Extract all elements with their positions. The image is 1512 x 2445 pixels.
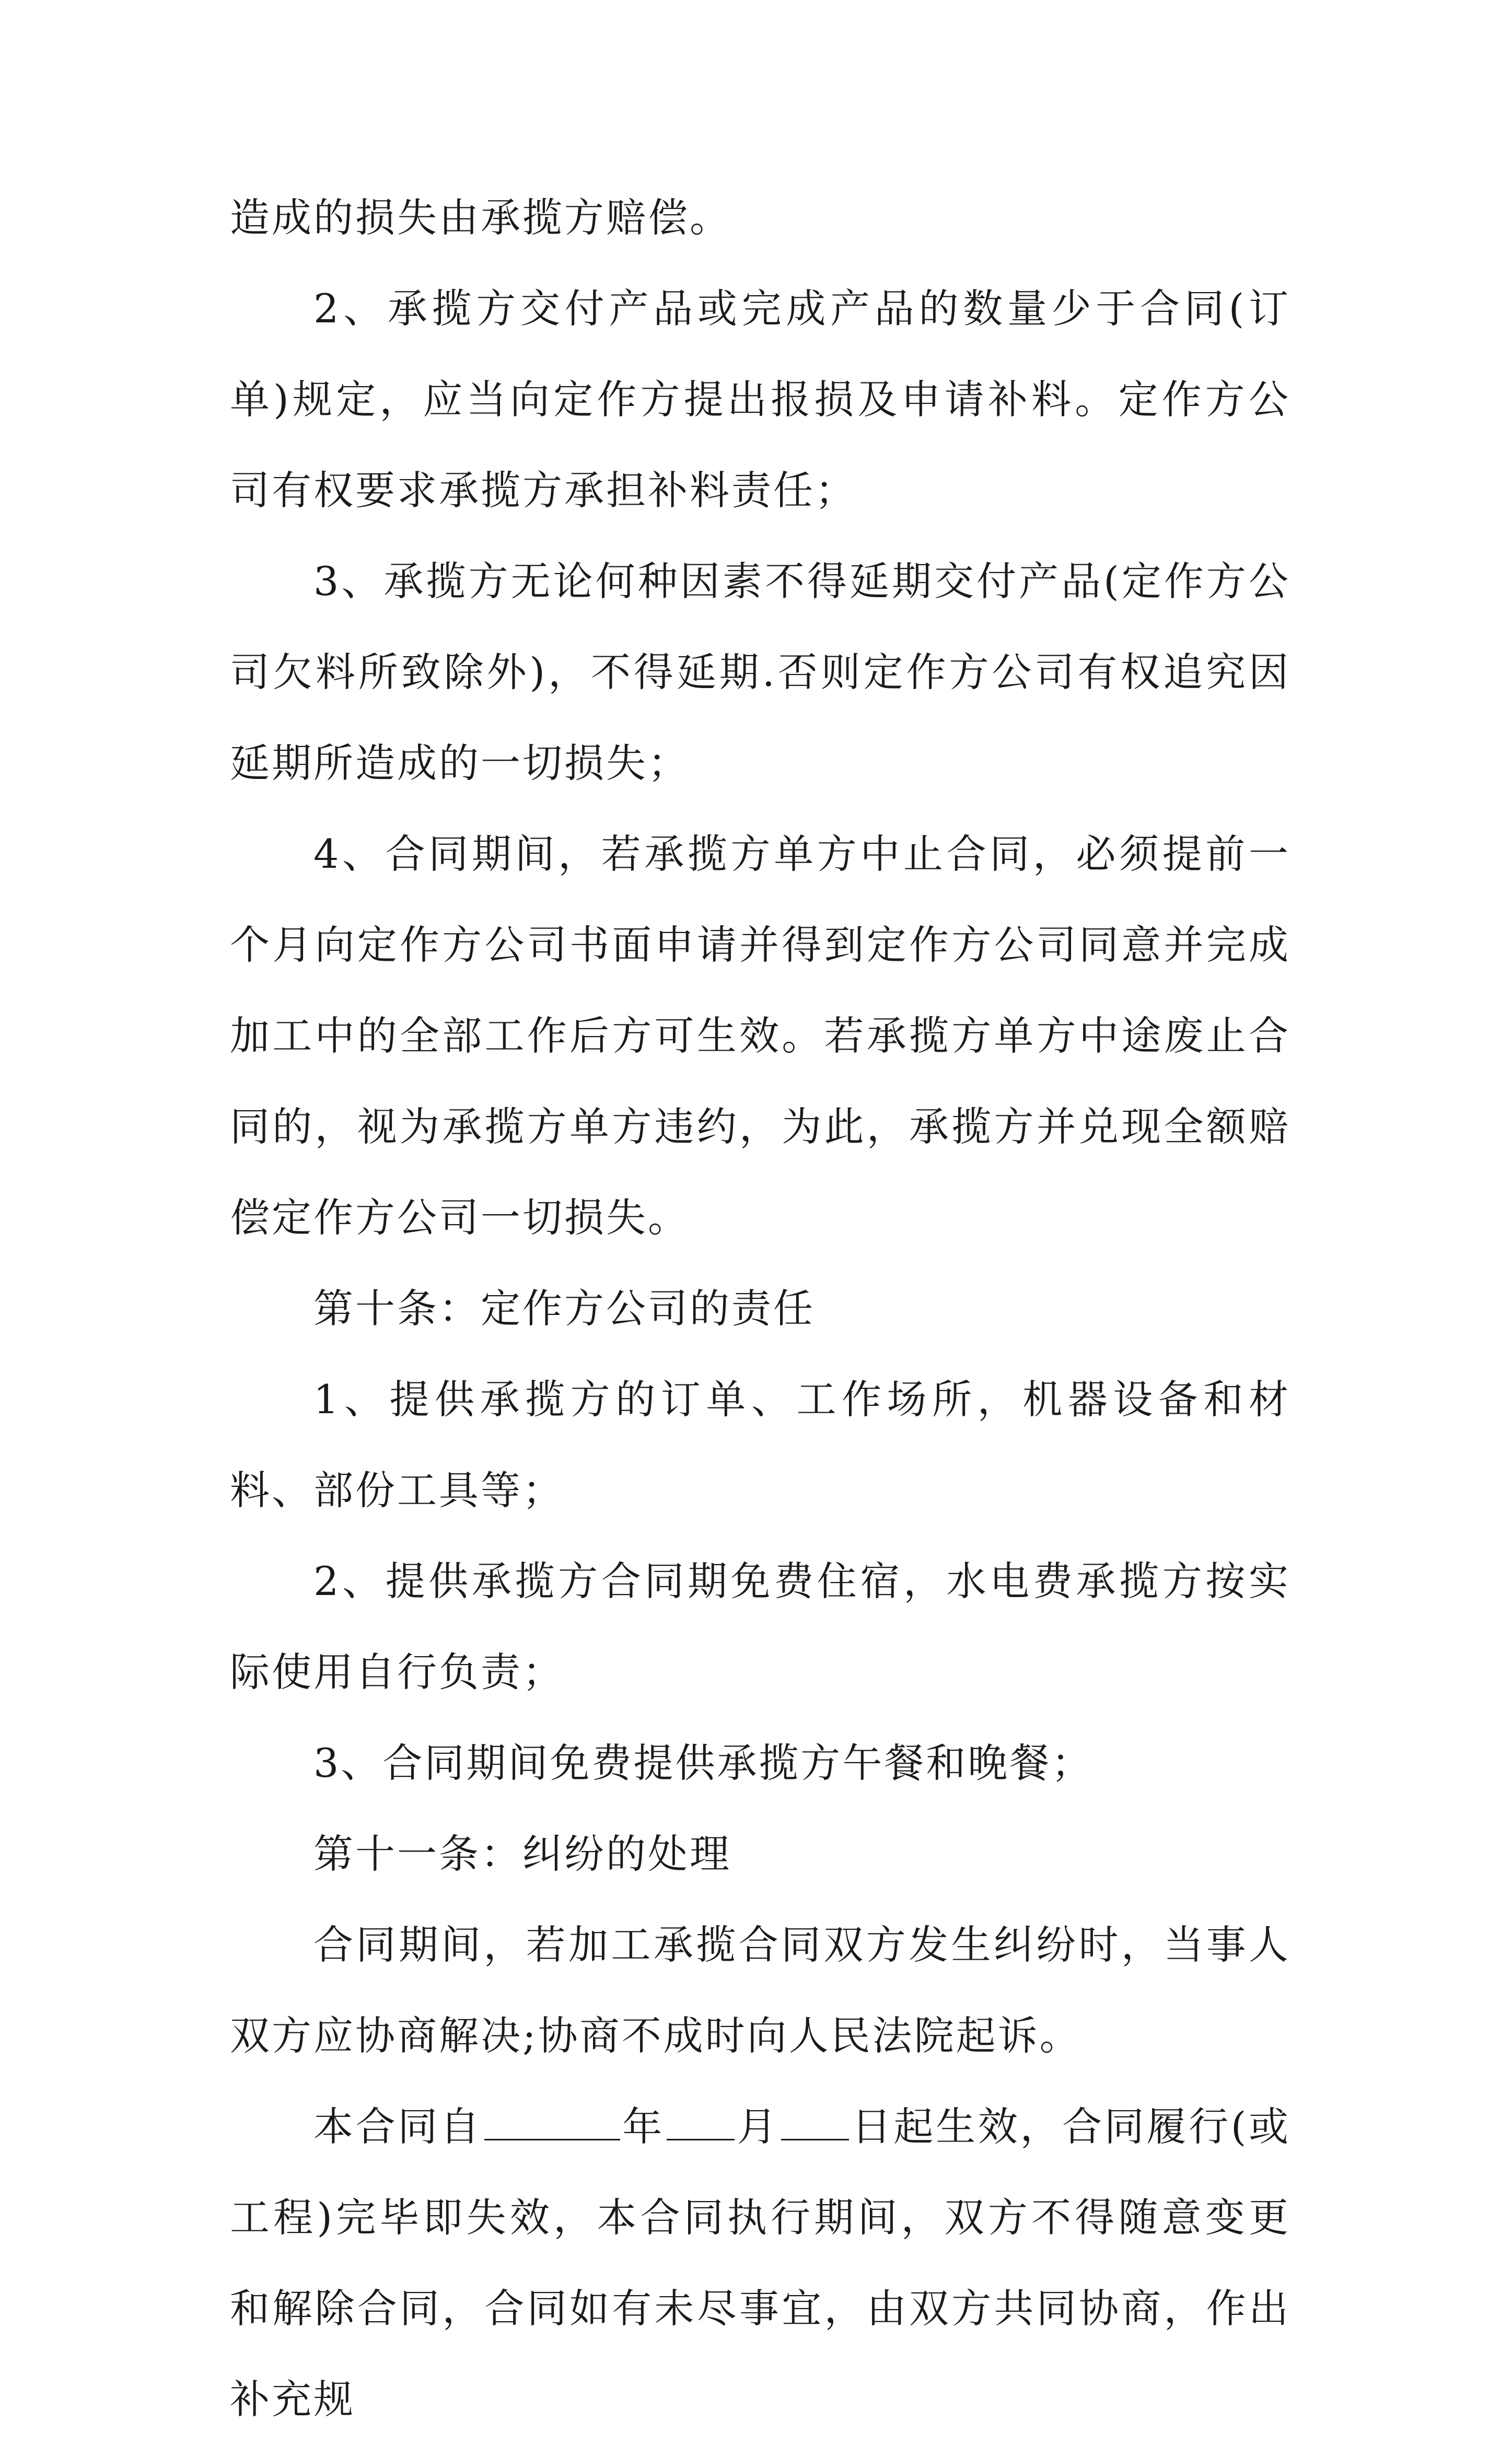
year-blank [484,2102,620,2140]
paragraph-article-10-item-2: 2、提供承揽方合同期免费住宿，水电费承揽方按实际使用自行负责； [230,1558,1290,1695]
paragraph-clause-4-termination: 4、合同期间，若承揽方单方中止合同，必须提前一个月向定作方公司书面申请并得到定作方公司同意并完成加工中的全部工作后方可生效。若承揽方单方中途废止合同的，视为承揽方单方违约，为此，承揽方并兑现全额赔偿定作方公司一切损失。 [230,831,1290,1241]
day-blank [781,2102,849,2140]
effective-clause-suffix: 日起生效，合同履行(或工程)完毕即失效，本合同执行期间，双方不得随意变更和解除合同，合同如有未尽事宜，由双方共同协商，作出补充规 [230,2103,1291,2423]
paragraph-loss-compensation: 造成的损失由承揽方赔偿。 [230,194,731,241]
paragraph-clause-3-no-delay: 3、承揽方无论何种因素不得延期交付产品(定作方公司欠料所致除外)，不得延期.否则定作方公司有权追究因延期所造成的一切损失； [230,558,1290,786]
effective-clause-prefix: 本合同自 [313,2103,482,2150]
article-10-heading: 第十条：定作方公司的责任 [313,1285,815,1332]
article-11-heading: 第十一条：纠纷的处理 [313,1831,731,1877]
month-label: 月 [736,2103,780,2150]
paragraph-effective-clause [230,2081,1290,2445]
year-label: 年 [622,2103,665,2150]
paragraph-article-10-item-3: 3、合同期间免费提供承揽方午餐和晚餐； [313,1740,1094,1786]
paragraph-clause-2-quantity-shortfall: 2、承揽方交付产品或完成产品的数量少于合同(订单)规定，应当向定作方提出报损及申请补料。定作方公司有权要求承揽方承担补料责任； [230,285,1290,514]
month-blank [667,2102,735,2140]
paragraph-dispute-resolution: 合同期间，若加工承揽合同双方发生纠纷时，当事人双方应协商解决;协商不成时向人民法院起诉。 [230,1922,1290,2059]
paragraph-article-10-item-1: 1、提供承揽方的订单、工作场所，机器设备和材料、部份工具等； [230,1376,1290,1513]
document-body [230,172,1290,2445]
